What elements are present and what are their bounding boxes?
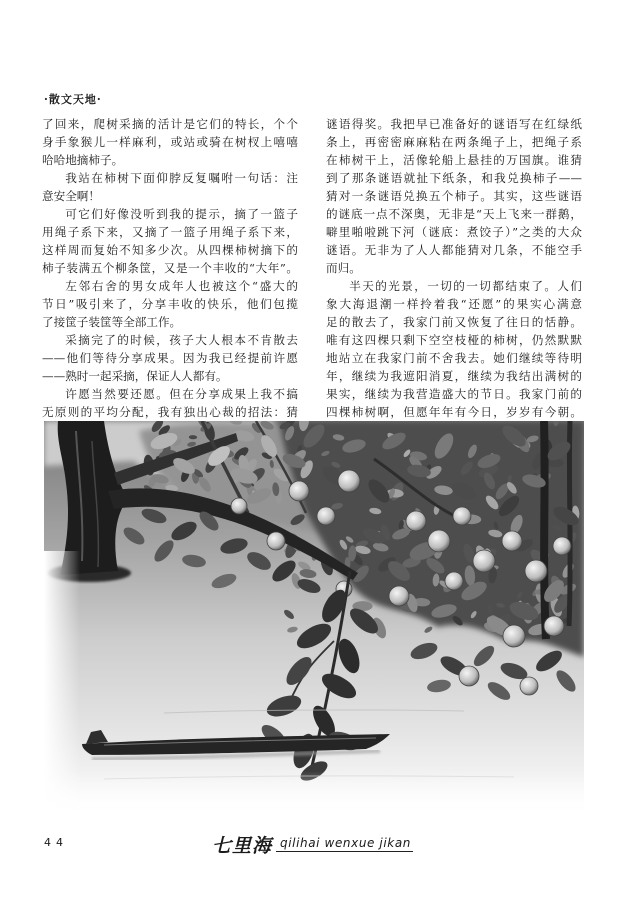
persimmon-fruit <box>502 531 522 551</box>
persimmon-fruit <box>520 677 538 695</box>
text-line: 意安全啊！ <box>42 189 100 203</box>
paragraph <box>42 205 298 277</box>
text-line: ——熟时一起采摘，保证人人都有。 <box>42 369 228 383</box>
paragraph <box>42 277 298 331</box>
text-line: 条上，再密密麻麻粘在两条绳子上，把绳子系 <box>326 135 582 149</box>
section-title: ·散文天地· <box>44 93 102 106</box>
persimmon-tree-photo <box>44 421 584 817</box>
persimmon-fruit <box>267 532 285 550</box>
magazine-pinyin-title: qilihai wenxue jikan <box>276 836 413 852</box>
text-line: 在柿树干上，活像轮船上悬挂的万国旗。谁猜 <box>326 153 582 167</box>
text-line: 的谜底一点不深奥，无非是“天上飞来一群鹅， <box>326 207 582 221</box>
text-line: 这样周而复始不知多少次。从四棵柿树摘下的 <box>42 243 298 257</box>
page-number: 44 <box>44 836 68 849</box>
paragraph <box>42 115 298 169</box>
text-line: 节日”吸引来了，分享丰收的快乐，他们包揽 <box>42 297 298 311</box>
text-line: 地站立在我家门前不舍我去。她们继续等待明 <box>326 351 582 365</box>
text-line: 用绳子系下来，又摘了一篮子用绳子系下来， <box>42 225 298 239</box>
paragraph <box>326 115 582 277</box>
persimmon-fruit <box>406 511 426 531</box>
text-line: 到了那条谜语就扯下纸条，和我兑换柿子—— <box>326 171 582 185</box>
persimmon-fruit <box>553 537 571 555</box>
text-line: 我站在柿树下面仰脖反复嘱咐一句话：注 <box>65 171 298 185</box>
text-line: 谜语得奖。我把早已准备好的谜语写在红绿纸 <box>326 117 582 131</box>
paragraph <box>42 331 298 385</box>
text-line: 柿子装满五个柳条筐，又是一个丰收的“大年”。 <box>42 261 298 275</box>
text-line: 了回来，爬树采摘的活计是它们的特长，个个 <box>42 117 298 131</box>
persimmon-fruit <box>428 530 450 552</box>
persimmon-fruit <box>289 481 309 501</box>
text-line: 果实，继续为我营造盛大的节日。我家门前的 <box>326 387 582 401</box>
persimmon-fruit <box>389 586 409 606</box>
text-line: 身手象猴儿一样麻利，或站或骑在树杈上嘻嘻 <box>42 135 298 149</box>
text-line: 象大海退潮一样拎着我“还愿”的果实心满意 <box>326 297 582 311</box>
text-line: 猜对一条谜语兑换五个柿子。其实，这些谜语 <box>326 189 582 203</box>
paragraph <box>42 169 298 205</box>
text-line: 半天的光景，一切的一切都结束了。人们 <box>349 279 582 293</box>
text-line: 哈哈地摘柿子。 <box>42 153 124 167</box>
persimmon-fruit <box>231 498 247 514</box>
text-line: 四棵柿树啊，但愿年年有今日，岁岁有今朝。 <box>326 405 582 419</box>
text-line: 了接筐子装筐等全部工作。 <box>42 315 182 329</box>
magazine-logo: 七里海 <box>212 835 273 857</box>
text-line: 左邻右舍的男女成年人也被这个“盛大的 <box>65 279 298 293</box>
text-line: 年，继续为我遮阳消夏，继续为我结出满树的 <box>326 369 582 383</box>
text-line: 许愿当然要还愿。但在分享成果上我不搞 <box>65 387 298 401</box>
text-line: 噼里啪啦跳下河（谜底：煮饺子）”之类的大众 <box>326 225 582 239</box>
text-line: 足的散去了，我家门前又恢复了往日的恬静。 <box>326 315 582 329</box>
persimmon-fruit <box>544 616 564 636</box>
persimmon-fruit <box>525 560 547 582</box>
persimmon-fruit <box>473 550 495 572</box>
persimmon-fruit <box>445 572 463 590</box>
text-line: 无原则的平均分配，我有独出心裁的招法：猜 <box>42 405 298 419</box>
text-line: 唯有这四棵只剩下空空枝桠的柿树，仍然默默 <box>326 333 582 347</box>
persimmon-fruit <box>459 666 479 686</box>
right-text-column <box>326 115 582 421</box>
paragraph <box>326 277 582 421</box>
text-line: 采摘完了的时候，孩子大人根本不肯散去 <box>65 333 298 347</box>
paragraph <box>42 385 298 421</box>
left-text-column <box>42 115 298 421</box>
text-line: ——他们等待分享成果。因为我已经提前许愿 <box>42 351 298 365</box>
persimmon-fruit <box>503 625 525 647</box>
persimmon-fruit <box>338 470 360 492</box>
background-trunk <box>544 421 546 639</box>
persimmon-fruit <box>453 507 471 525</box>
bottom-fade <box>44 771 584 817</box>
text-line: 可它们好像没听到我的提示，摘了一篮子 <box>65 207 298 221</box>
text-line: 而归。 <box>326 261 361 275</box>
persimmon-fruit <box>317 507 335 525</box>
text-line: 谜语。无非为了人人都能猜对几条，不能空手 <box>326 243 582 257</box>
